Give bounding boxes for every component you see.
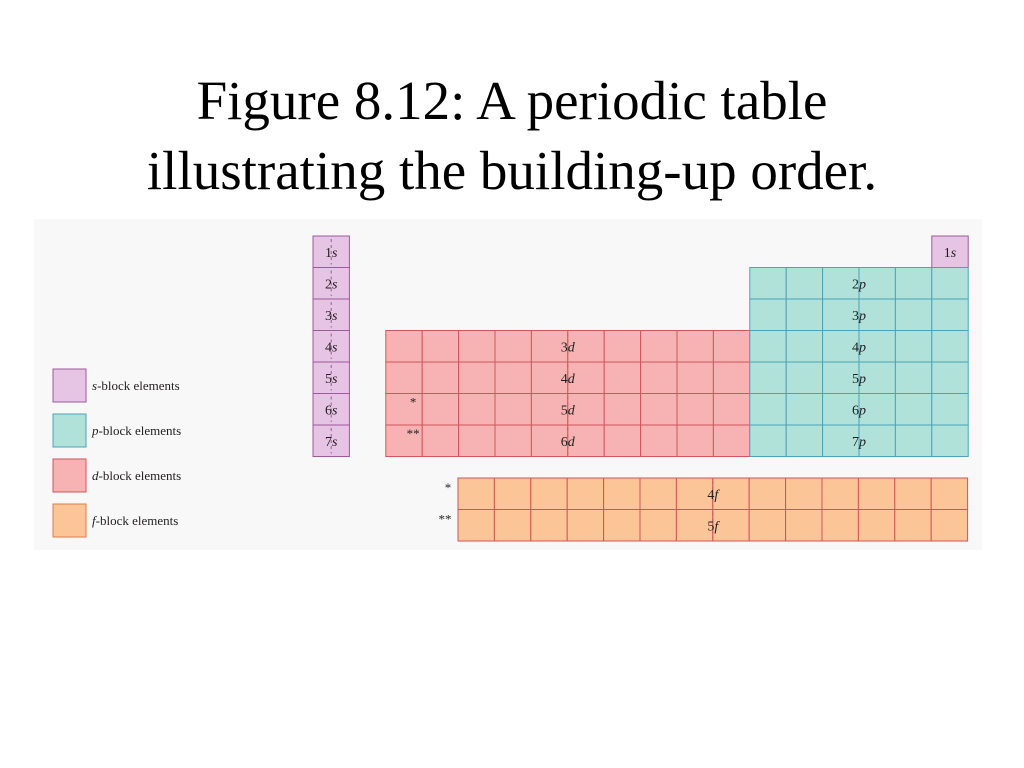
slide-title-line-1: Figure 8.12: A periodic table [196, 70, 828, 131]
d-block-cell-6-2 [386, 394, 422, 426]
s-label-period-5-letter: s [331, 371, 338, 387]
p-block-cell-2-12 [750, 268, 786, 300]
p-block-cell-4-17 [932, 331, 968, 363]
legend-text-f: -block elements [95, 513, 179, 528]
legend-key-f: f [92, 513, 96, 528]
p-label-period-6 [852, 403, 866, 418]
d-block-cell-4-8 [604, 331, 640, 363]
d-block-cell-7-11 [713, 425, 749, 457]
d-label-period-5-letter: d [567, 371, 575, 387]
d-label-period-4-number: 3 [560, 340, 568, 356]
d-block-cell-5-4 [459, 362, 495, 394]
d-label-period-6-number: 5 [560, 403, 568, 419]
p-block-cell-4-16 [895, 331, 931, 363]
legend-label-s-block [92, 378, 180, 393]
legend-key-p: p [92, 423, 99, 438]
f-block-cell-1-5 [640, 510, 676, 542]
f-block-cell-1-4 [604, 510, 640, 542]
s-label-period-6-number: 6 [324, 403, 332, 419]
f-label-row-1-number: 5 [707, 519, 715, 535]
actinide-row-marker: ** [438, 511, 452, 527]
p-label-period-4-letter: p [859, 340, 866, 356]
f-block-cell-0-9 [786, 478, 822, 510]
d-label-period-7 [561, 435, 576, 450]
f-block-cell-0-7 [713, 478, 749, 510]
d-label-period-7-letter: d [567, 434, 575, 450]
d-label-period-5-number: 4 [560, 371, 568, 387]
d-block-cell-5-8 [604, 362, 640, 394]
s-label-period-1 [325, 246, 338, 261]
lanthanide-marker: * [409, 394, 417, 410]
p-label-period-7-number: 7 [852, 434, 859, 450]
d-block-cell-6-8 [604, 394, 640, 426]
p-block-cell-6-13 [786, 394, 822, 426]
d-block-cell-5-2 [386, 362, 422, 394]
d-block-cell-6-10 [677, 394, 713, 426]
s-label-helium-number: 1 [943, 245, 951, 261]
f-block-cell-0-1 [494, 478, 530, 510]
s-label-period-2-number: 2 [324, 277, 332, 293]
p-block-cell-3-17 [932, 299, 968, 331]
p-block-cell-7-12 [750, 425, 786, 457]
f-block-cell-1-11 [858, 510, 894, 542]
d-label-period-5 [561, 372, 576, 387]
p-label-period-7 [852, 435, 866, 450]
p-label-period-2-number: 2 [852, 277, 859, 293]
d-block-cell-7-8 [604, 425, 640, 457]
p-label-period-7-letter: p [859, 434, 866, 450]
p-block-cell-6-16 [895, 394, 931, 426]
s-label-period-6-letter: s [331, 403, 338, 419]
p-label-period-2 [852, 277, 866, 292]
s-label-period-7 [325, 435, 338, 450]
periodic-table-diagram [34, 219, 982, 550]
p-block-cell-3-13 [786, 299, 822, 331]
p-label-period-4-number: 4 [852, 340, 859, 356]
legend-text-s: -block elements [97, 378, 180, 393]
f-label-row-1-letter: f [714, 519, 719, 535]
legend-swatch-p-block [53, 414, 86, 447]
slide-title [0, 66, 1024, 206]
s-label-helium [944, 246, 957, 261]
d-block-cell-6-9 [641, 394, 677, 426]
p-block-cell-3-12 [750, 299, 786, 331]
s-label-period-3-letter: s [331, 308, 338, 324]
s-label-period-1-number: 1 [324, 245, 332, 261]
f-block-cell-0-11 [858, 478, 894, 510]
p-label-period-5 [852, 372, 866, 387]
legend-key-s: s [92, 378, 98, 393]
f-block-cell-0-4 [604, 478, 640, 510]
d-block-cell-7-9 [641, 425, 677, 457]
d-label-period-4-letter: d [567, 340, 575, 356]
p-label-period-5-letter: p [859, 371, 866, 387]
legend-label-f-block [92, 513, 178, 528]
p-label-period-6-number: 6 [852, 403, 859, 419]
p-label-period-2-letter: p [859, 277, 866, 293]
d-block-cell-6-11 [713, 394, 749, 426]
p-block-cell-2-13 [786, 268, 822, 300]
lanthanide-row-marker: * [444, 480, 452, 495]
d-block-cell-4-2 [386, 331, 422, 363]
s-label-period-4-letter: s [331, 340, 338, 356]
p-block-cell-3-16 [895, 299, 931, 331]
p-block-cell-2-17 [932, 268, 968, 300]
p-label-period-3-letter: p [859, 308, 866, 324]
p-block-cell-7-17 [932, 425, 968, 457]
d-block-cell-5-3 [422, 362, 458, 394]
s-label-helium-letter: s [950, 245, 957, 261]
f-block-cell-1-7 [713, 510, 749, 542]
legend-label-p-block [91, 423, 181, 438]
s-label-period-1-letter: s [331, 245, 338, 261]
d-block-cell-6-5 [495, 394, 531, 426]
f-block-cell-1-12 [895, 510, 931, 542]
s-label-period-2-letter: s [331, 277, 338, 293]
s-label-period-5-number: 5 [324, 371, 332, 387]
d-block-cell-7-10 [677, 425, 713, 457]
d-block-cell-4-10 [677, 331, 713, 363]
p-label-period-3 [852, 309, 866, 324]
d-block-cell-4-11 [713, 331, 749, 363]
d-block-cell-4-4 [459, 331, 495, 363]
s-label-period-4-number: 4 [324, 340, 332, 356]
d-block-cell-6-3 [422, 394, 458, 426]
d-label-period-4 [561, 340, 576, 355]
p-block-cell-6-12 [750, 394, 786, 426]
s-label-period-3 [325, 309, 338, 324]
p-block-cell-7-16 [895, 425, 931, 457]
legend-label-d-block [92, 468, 181, 483]
s-label-period-7-number: 7 [324, 434, 332, 450]
s-label-period-3-number: 3 [324, 308, 332, 324]
p-block-cell-4-12 [750, 331, 786, 363]
periodic-table-figure [34, 219, 982, 550]
d-label-period-7-number: 6 [560, 434, 568, 450]
f-label-row-0-letter: f [714, 487, 719, 503]
f-block-cell-1-2 [531, 510, 567, 542]
f-block-cell-1-9 [786, 510, 822, 542]
f-block-cell-0-0 [458, 478, 494, 510]
f-block-cell-1-10 [822, 510, 858, 542]
p-block-cell-2-16 [895, 268, 931, 300]
legend-key-d: d [92, 468, 99, 483]
d-label-period-6-letter: d [567, 403, 575, 419]
p-label-period-6-letter: p [859, 403, 866, 419]
d-label-period-6 [561, 403, 576, 418]
s-label-period-6 [325, 403, 338, 418]
s-label-period-7-letter: s [331, 434, 338, 450]
p-block-cell-5-17 [932, 362, 968, 394]
f-block-cell-0-3 [567, 478, 603, 510]
f-block-cell-0-13 [931, 478, 967, 510]
f-block-cell-0-2 [531, 478, 567, 510]
p-block-cell-5-12 [750, 362, 786, 394]
d-block-cell-6-4 [459, 394, 495, 426]
f-block-cell-1-0 [458, 510, 494, 542]
d-block-cell-7-4 [459, 425, 495, 457]
p-block-cell-5-16 [895, 362, 931, 394]
d-block-cell-4-5 [495, 331, 531, 363]
legend-swatch-d-block [53, 459, 86, 492]
legend-text-p: -block elements [98, 423, 182, 438]
p-label-period-5-number: 5 [852, 371, 859, 387]
f-block-cell-0-10 [822, 478, 858, 510]
p-block-cell-5-13 [786, 362, 822, 394]
legend-swatch-f-block [53, 504, 86, 537]
f-block-cell-0-12 [895, 478, 931, 510]
d-block-cell-4-9 [641, 331, 677, 363]
s-label-period-4 [325, 340, 338, 355]
p-block-cell-7-13 [786, 425, 822, 457]
d-block-cell-5-11 [713, 362, 749, 394]
d-block-cell-7-5 [495, 425, 531, 457]
p-label-period-3-number: 3 [852, 308, 859, 324]
legend-text-d: -block elements [98, 468, 182, 483]
actinide-marker: ** [406, 426, 420, 441]
p-block-cell-4-13 [786, 331, 822, 363]
d-block-cell-7-3 [422, 425, 458, 457]
f-block-cell-1-8 [749, 510, 785, 542]
f-label-row-0-number: 4 [707, 487, 715, 503]
slide-title-line-2: illustrating the building-up order. [146, 140, 878, 201]
d-block-cell-4-3 [422, 331, 458, 363]
p-block-cell-6-17 [932, 394, 968, 426]
f-block-cell-0-8 [749, 478, 785, 510]
s-label-period-5 [325, 372, 338, 387]
f-block-cell-1-1 [494, 510, 530, 542]
f-block-cell-1-13 [931, 510, 967, 542]
d-block-cell-5-5 [495, 362, 531, 394]
d-block-cell-5-10 [677, 362, 713, 394]
p-label-period-4 [852, 340, 866, 355]
f-block-cell-0-5 [640, 478, 676, 510]
f-block-cell-1-3 [567, 510, 603, 542]
s-label-period-2 [325, 277, 338, 292]
d-block-cell-5-9 [641, 362, 677, 394]
legend-swatch-s-block [53, 369, 86, 402]
